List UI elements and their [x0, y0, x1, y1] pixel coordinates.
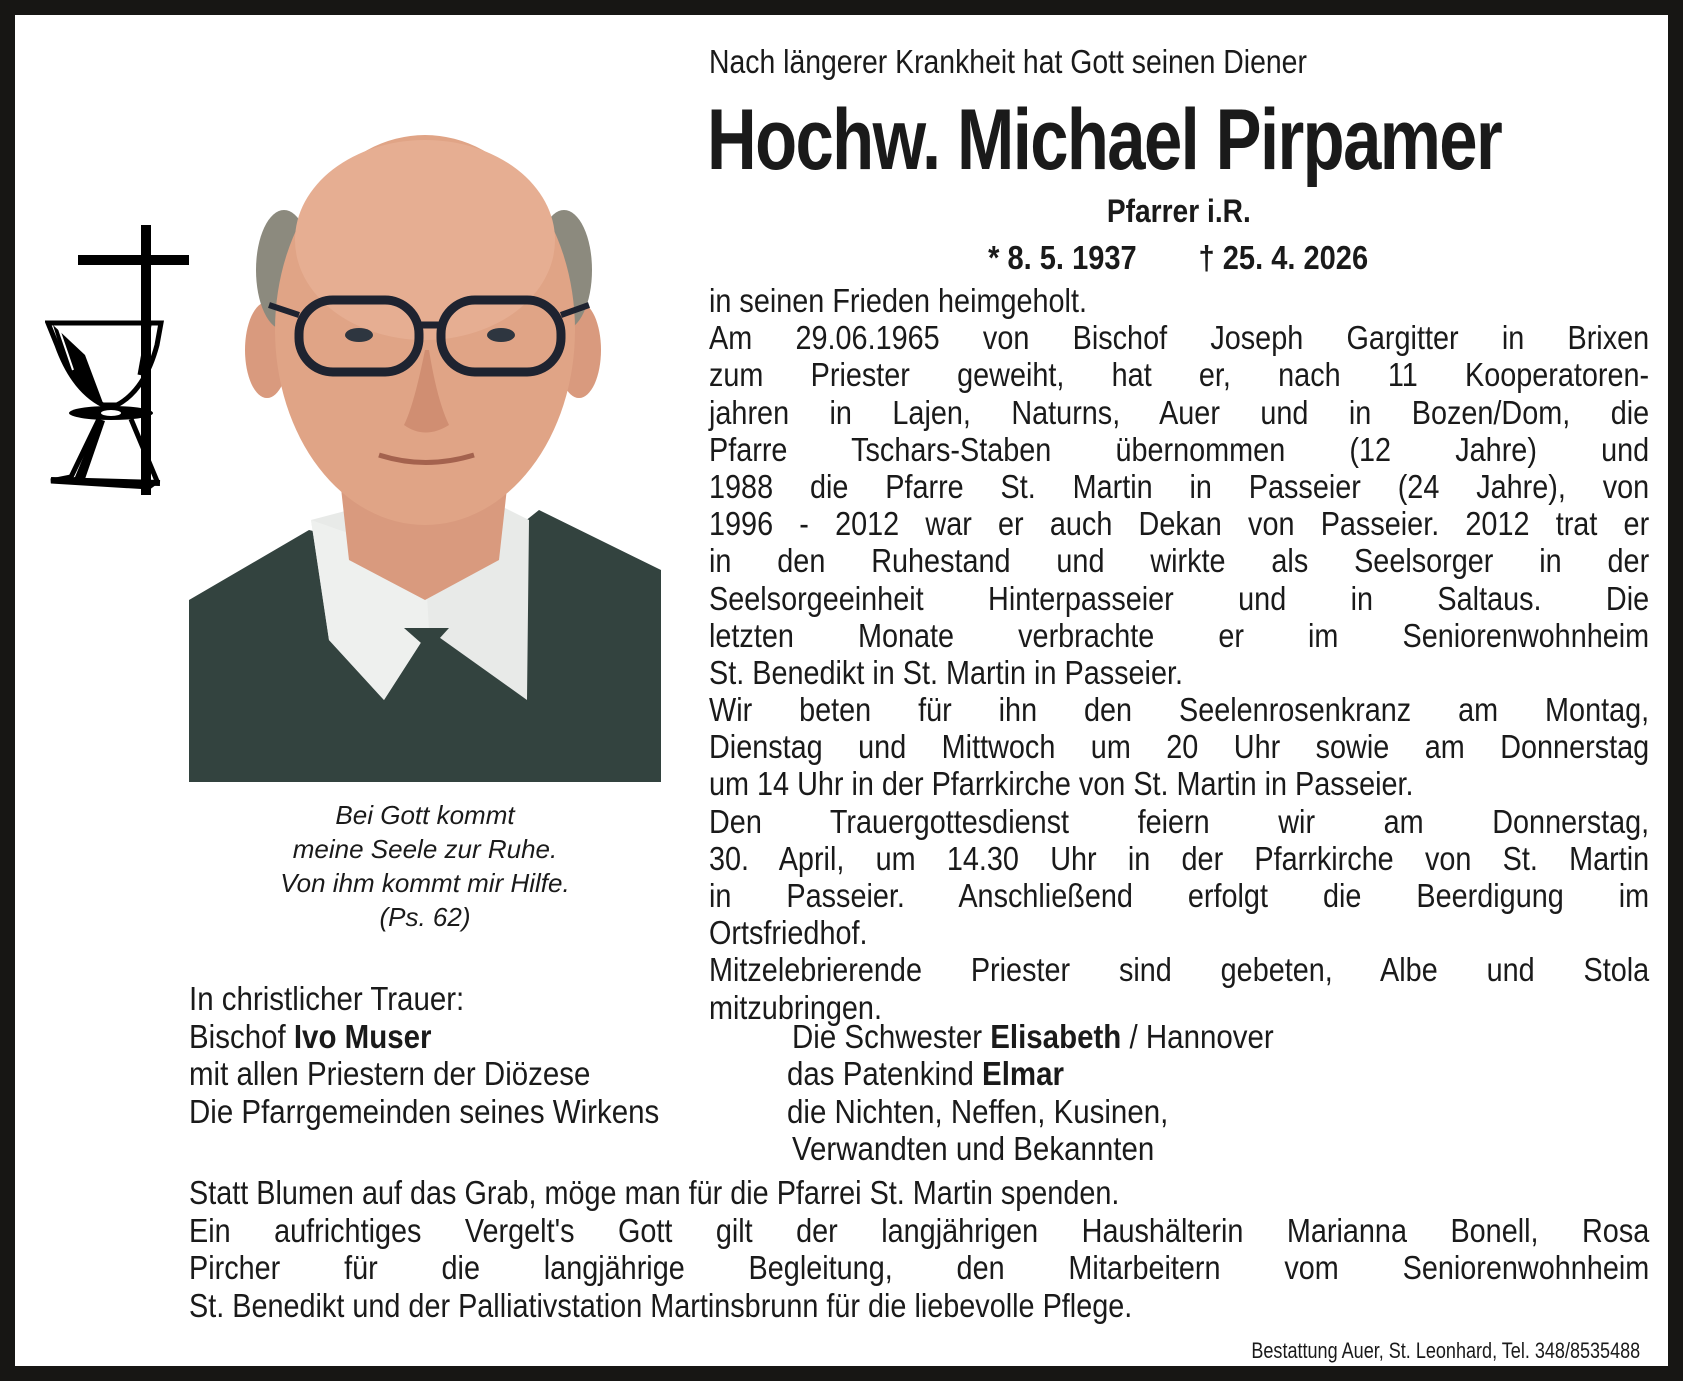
death-date: † 25. 4. 2026 [1198, 239, 1369, 276]
thanks-line: St. Benedikt und der Palliativstation Martinsbrunn für die liebevolle Pflege. [189, 1287, 1133, 1325]
life-dates [709, 239, 1649, 277]
body-line: in Passeier. Anschließend erfolgt die Beerdigung im [709, 878, 1650, 915]
body-line: 1996 - 2012 war er auch Dekan von Passeier. 2012 trat er [709, 506, 1650, 544]
body-line: Pfarre Tschars-Staben übernommen (12 Jahre) und [709, 431, 1650, 469]
obituary-body [709, 283, 1649, 1027]
body-line: Am 29.06.1965 von Bischof Joseph Gargitter in Brixen [709, 320, 1650, 358]
mourner-entry: Bischof Ivo Muser [189, 1018, 432, 1056]
mourner-entry: Verwandten und Bekannten [792, 1131, 1155, 1168]
intro-text: Nach längerer Krankheit hat Gott seinen Diener [709, 43, 1307, 80]
mourners-heading: In christlicher Trauer: [189, 981, 465, 1018]
psalm-verse [189, 798, 661, 934]
mourners-left [189, 981, 723, 1131]
body-line: um 14 Uhr in der Pfarrkirche von St. Martin in Passeier. [709, 766, 1414, 804]
body-line: 1988 die Pfarre St. Martin in Passeier (24 Jahre), von [709, 468, 1650, 506]
thanks-line: Statt Blumen auf das Grab, möge man für die Pfarrei St. Martin spenden. [189, 1175, 1120, 1212]
verse-line: Bei Gott kommt [335, 800, 515, 830]
mourner-entry: mit allen Priestern der Diözese [189, 1056, 591, 1093]
body-line: Wir beten für ihn den Seelenrosenkranz am Montag, [709, 692, 1650, 730]
deceased-name: Hochw. Michael Pirpamer [707, 92, 1502, 188]
mourner-entry: die Nichten, Neffen, Kusinen, [787, 1093, 1169, 1131]
mourner-entry: Die Schwester Elisabeth / Hannover [792, 1018, 1274, 1056]
body-line: Mitzelebrierende Priester sind gebeten, Albe und Stola [709, 952, 1650, 990]
mourner-entry: das Patenkind Elmar [787, 1056, 1064, 1093]
body-line: Ortsfriedhof. [709, 915, 868, 953]
obituary-page [15, 15, 1668, 1366]
body-line: jahren in Lajen, Naturns, Auer und in Bozen/Dom, die [709, 394, 1650, 432]
funeral-home-footer: Bestattung Auer, St. Leonhard, Tel. 348/8535488 [1251, 1338, 1640, 1363]
thanks-line: Pircher für die langjährige Begleitung, den Mitarbeitern vom Seniorenwohnheim [189, 1250, 1650, 1287]
body-line: St. Benedikt in St. Martin in Passeier. [709, 654, 1183, 692]
body-line: mitzubringen. [709, 989, 882, 1027]
body-line: Dienstag und Mittwoch um 20 Uhr sowie am Donnerstag [709, 729, 1650, 767]
title-text: Pfarrer i.R. [1107, 193, 1251, 229]
birth-date: * 8. 5. 1937 [988, 239, 1137, 276]
body-line: in seinen Frieden heimgeholt. [709, 283, 1087, 320]
body-line: letzten Monate verbrachte er im Seniorenwohnheim [709, 617, 1650, 655]
cross-chalice-icon [45, 225, 205, 495]
body-line: 30. April, um 14.30 Uhr in der Pfarrkirche von St. Martin [709, 840, 1650, 878]
verse-line: meine Seele zur Ruhe. [292, 834, 558, 864]
body-line: in den Ruhestand und wirkte als Seelsorger in der [709, 543, 1650, 581]
title-dates-block [709, 15, 1649, 315]
verse-citation: (Ps. 62) [379, 902, 471, 932]
body-line: Seelsorgeeinheit Hinterpasseier und in Saltaus. Die [709, 580, 1650, 618]
verse-line: Von ihm kommt mir Hilfe. [280, 868, 570, 898]
body-line: Den Trauergottesdienst feiern wir am Donnerstag, [709, 803, 1650, 841]
mourner-entry: Die Pfarrgemeinden seines Wirkens [189, 1093, 660, 1131]
portrait-photo [189, 130, 661, 782]
thanks-line: Ein aufrichtiges Vergelt's Gott gilt der langjährigen Haushälterin Marianna Bonell, Rosa [189, 1212, 1650, 1250]
body-line: zum Priester geweiht, hat er, nach 11 Kooperatoren- [709, 357, 1650, 395]
mourners-right [787, 1018, 1339, 1169]
thanks-paragraph [189, 1175, 1649, 1325]
deceased-title [709, 193, 1649, 230]
